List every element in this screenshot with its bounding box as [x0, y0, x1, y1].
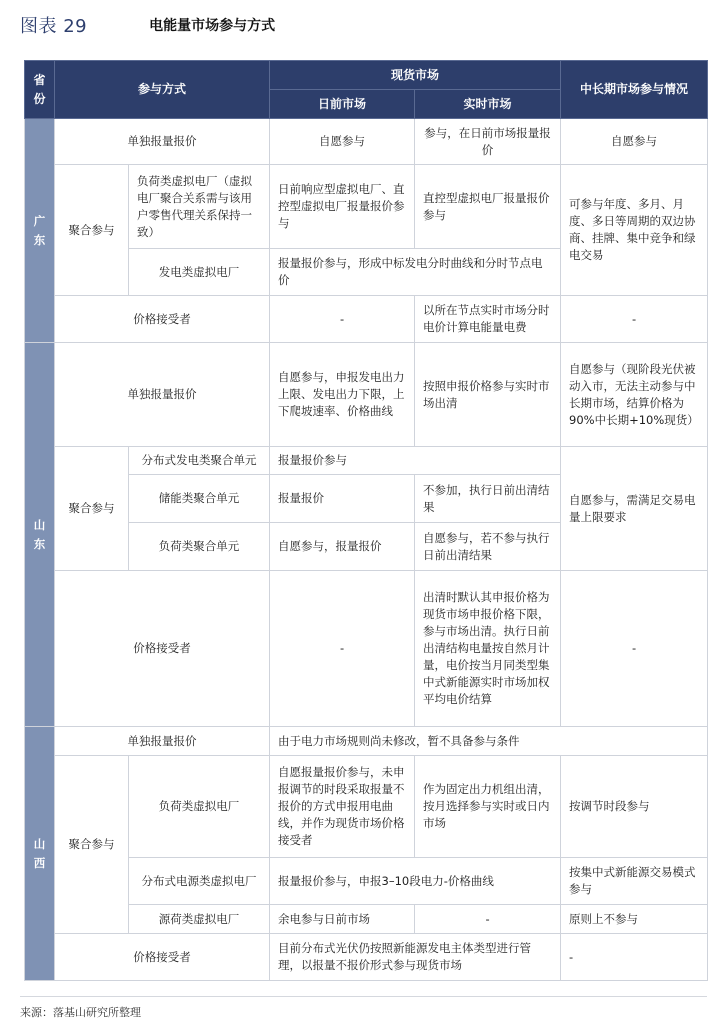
- header-spot-market: 现货市场: [270, 61, 561, 90]
- cell-day-ahead: 自愿报量报价参与，未申报调节的时段采取报量不报价的方式申报用电曲线，并作为现货市场价格接受者: [270, 756, 415, 858]
- table-row: [25, 571, 708, 727]
- province-guangdong: 广东: [25, 119, 55, 343]
- row-label: 单独报量报价: [55, 343, 270, 447]
- cell-long-term: 按集中式新能源交易模式参与: [561, 858, 708, 905]
- source-note: 来源：落基山研究所整理: [20, 1006, 141, 1019]
- row-label: 单独报量报价: [55, 119, 270, 165]
- row-label: 价格接受者: [55, 934, 270, 981]
- cell-day-ahead: 自愿参与: [270, 119, 415, 165]
- cell-long-term: 自愿参与: [561, 119, 708, 165]
- table-row: [25, 756, 708, 858]
- cell-realtime: 按照申报价格参与实时市场出清: [415, 343, 561, 447]
- row-label: 发电类虚拟电厂: [129, 249, 270, 296]
- cell-realtime: 以所在节点实时市场分时电价计算电能量电费: [415, 296, 561, 343]
- cell-realtime: 自愿参与，若不参与执行日前出清结果: [415, 523, 561, 571]
- cell-spot: 目前分布式光伏仍按照新能源发电主体类型进行管理，以报量不报价形式参与现货市场: [270, 934, 561, 981]
- divider: [20, 996, 707, 997]
- cell-long-term: 可参与年度、多月、月度、多日等周期的双边协商、挂牌、集中竞争和绿电交易: [561, 165, 708, 296]
- figure-title: 电能量市场参与方式: [149, 18, 276, 34]
- cell-day-ahead: 自愿参与，申报发电出力上限、发电出力下限，上下爬坡速率、价格曲线: [270, 343, 415, 447]
- row-label: 负荷类虚拟电厂（虚拟电厂聚合关系需与该用户零售代理关系保持一致）: [129, 165, 270, 249]
- row-label: 储能类聚合单元: [129, 475, 270, 523]
- row-label: 负荷类虚拟电厂: [129, 756, 270, 858]
- header-realtime: 实时市场: [415, 90, 561, 119]
- table-row: [25, 296, 708, 343]
- header-province: 省份: [25, 61, 55, 119]
- header-long-term: 中长期市场参与情况: [561, 61, 708, 119]
- figure-header: [20, 12, 275, 38]
- cell-realtime: 出清时默认其申报价格为现货市场申报价格下限，参与市场出清。执行日前出清结构电量按自然月计量，电价按当月同类型集中式新能源实时市场加权平均电价结算: [415, 571, 561, 727]
- cell-spot: 报量报价参与，形成中标发电分时曲线和分时节点电价: [270, 249, 561, 296]
- cell-day-ahead: -: [270, 296, 415, 343]
- cell-long-term: 自愿参与（现阶段光伏被动入市，无法主动参与中长期市场，结算价格为90%中长期+10%现货）: [561, 343, 708, 447]
- row-label: 分布式发电类聚合单元: [129, 447, 270, 475]
- cell-realtime: -: [415, 905, 561, 934]
- cell-realtime: 参与，在日前市场报量报价: [415, 119, 561, 165]
- province-shandong: 山东: [25, 343, 55, 727]
- table-row: [25, 165, 708, 249]
- market-participation-table: [24, 60, 708, 981]
- cell-realtime: 作为固定出力机组出清，按月选择参与实时或日内市场: [415, 756, 561, 858]
- cell-spot: 报量报价参与: [270, 447, 561, 475]
- table-row: [25, 119, 708, 165]
- table-row: [25, 727, 708, 756]
- row-label: 单独报量报价: [55, 727, 270, 756]
- row-label: 价格接受者: [55, 296, 270, 343]
- aggregate-label: 聚合参与: [55, 756, 129, 934]
- cell-realtime: 直控型虚拟电厂报量报价参与: [415, 165, 561, 249]
- table-row: [25, 343, 708, 447]
- figure-label: 图表 29: [20, 16, 88, 37]
- province-shanxi: 山西: [25, 727, 55, 981]
- cell-realtime: 不参加，执行日前出清结果: [415, 475, 561, 523]
- header-day-ahead: 日前市场: [270, 90, 415, 119]
- row-label: 负荷类聚合单元: [129, 523, 270, 571]
- aggregate-label: 聚合参与: [55, 165, 129, 296]
- cell-day-ahead: 日前响应型虚拟电厂、直控型虚拟电厂报量报价参与: [270, 165, 415, 249]
- cell-spot: 报量报价参与，申报3–10段电力-价格曲线: [270, 858, 561, 905]
- cell-long-term: -: [561, 296, 708, 343]
- cell-day-ahead: -: [270, 571, 415, 727]
- table-row: [25, 447, 708, 475]
- header-participation: 参与方式: [55, 61, 270, 119]
- row-label: 分布式电源类虚拟电厂: [129, 858, 270, 905]
- cell-long-term: -: [561, 934, 708, 981]
- table-row: [25, 934, 708, 981]
- cell-day-ahead: 报量报价: [270, 475, 415, 523]
- cell-day-ahead: 余电参与日前市场: [270, 905, 415, 934]
- row-label: 价格接受者: [55, 571, 270, 727]
- cell-day-ahead: 自愿参与，报量报价: [270, 523, 415, 571]
- cell-long-term: 按调节时段参与: [561, 756, 708, 858]
- cell-long-term: 自愿参与，需满足交易电量上限要求: [561, 447, 708, 571]
- cell-long-term: 原则上不参与: [561, 905, 708, 934]
- aggregate-label: 聚合参与: [55, 447, 129, 571]
- cell-long-term: -: [561, 571, 708, 727]
- cell-all: 由于电力市场规则尚未修改，暂不具备参与条件: [270, 727, 708, 756]
- row-label: 源荷类虚拟电厂: [129, 905, 270, 934]
